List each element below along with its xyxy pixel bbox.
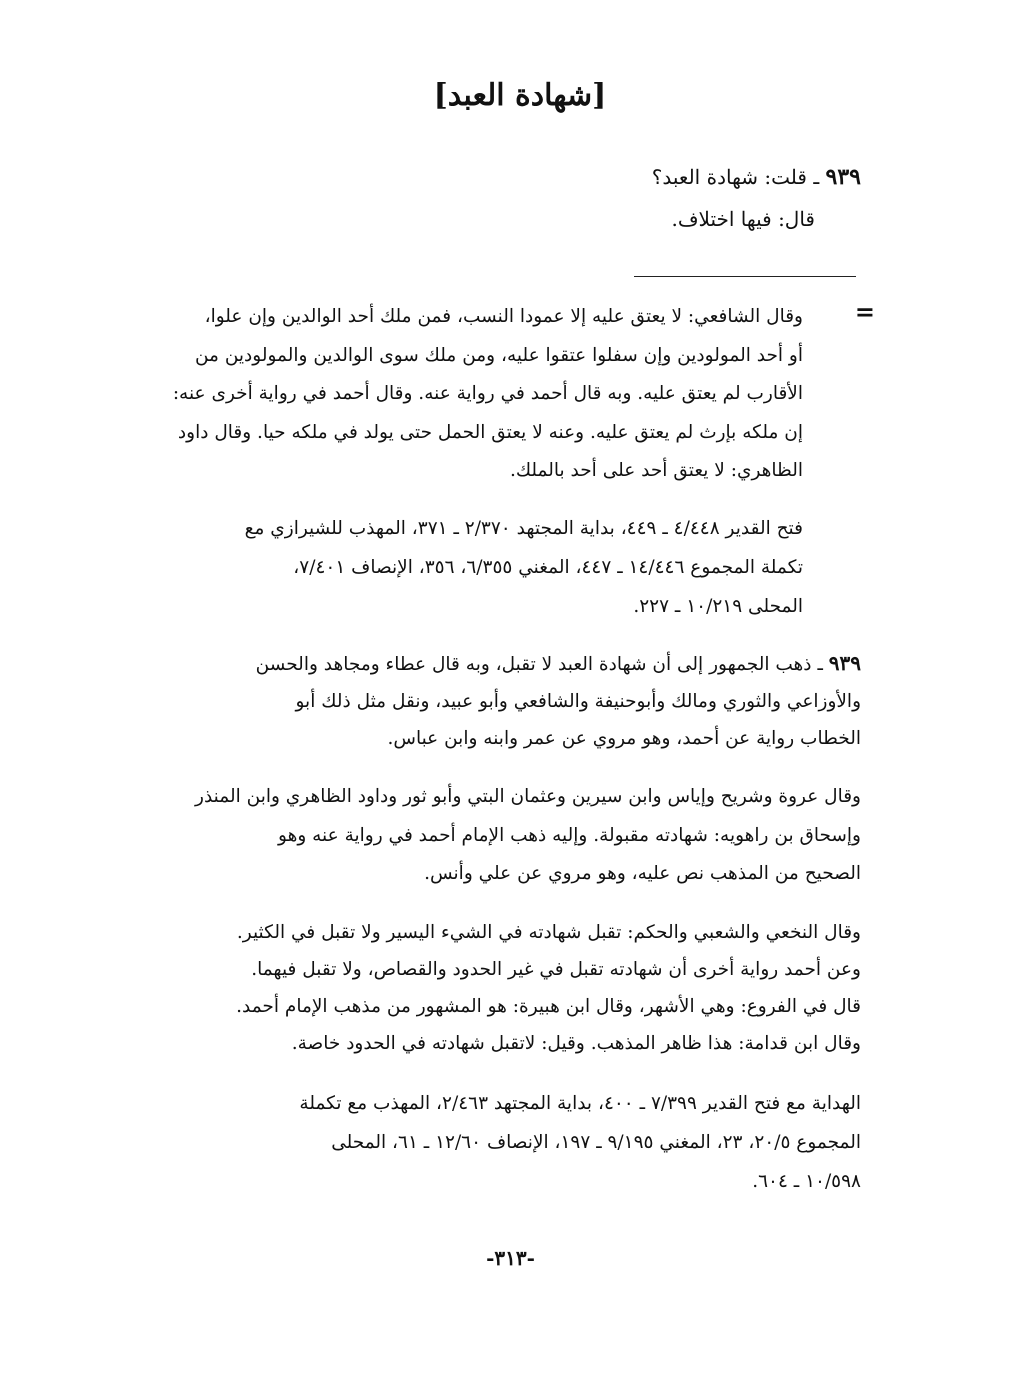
footnote-line: إن ملكه بإرث لم يعتق عليه. وعنه لا يعتق الحمل حتى يولد في ملكه حيا. وقال داود — [177, 421, 803, 443]
commentary-references — [153, 1084, 861, 1201]
question-text: قلت: شهادة العبد؟ — [651, 165, 807, 189]
reference-line: تكملة المجموع ١٤/٤٤٦ ـ ٤٤٧، المغني ٦/٣٥٥، ٣٥٦، الإنصاف ٧/٤٠١، — [293, 557, 803, 578]
commentary-paragraph-1 — [153, 645, 861, 757]
commentary-line: وقال عروة وشريح وإياس وابن سيرين وعثمان البتي وأبو ثور وداود الظاهري وابن المنذر — [195, 786, 861, 807]
reference-line: المجموع ٢٠/٥، ٢٣، المغني ٩/١٩٥ ـ ١٩٧، الإنصاف ١٢/٦٠ ـ ٦١، المحلى — [331, 1132, 861, 1153]
commentary-paragraph-3 — [153, 914, 861, 1062]
footnote-text — [153, 298, 803, 491]
commentary-line: والأوزاعي والثوري ومالك وأبوحنيفة والشافعي وأبو عبيد، ونقل مثل ذلك أبو — [295, 691, 861, 712]
footnote-separator — [634, 276, 856, 277]
reference-line: فتح القدير ٤/٤٤٨ ـ ٤٤٩، بداية المجتهد ٢/٣٧٠ ـ ٣٧١، المهذب للشيرازي مع — [244, 518, 803, 539]
question-dash: ـ — [813, 165, 820, 189]
footnote-line: الأقارب لم يعتق عليه. وبه قال أحمد في رواية عنه. وقال أحمد في رواية أخرى عنه: — [172, 383, 803, 404]
answer-line: قال: فيها اختلاف. — [671, 207, 815, 231]
commentary-line: الصحيح من المذهب نص عليه، وهو مروي عن علي وأنس. — [424, 863, 861, 884]
commentary-dash: ـ — [817, 654, 823, 675]
commentary-line: قال في الفروع: وهي الأشهر، وقال ابن هبيرة: هو المشهور من مذهب الإمام أحمد. — [236, 996, 861, 1017]
question-number: ٩٣٩ — [825, 164, 861, 190]
footnote-references — [153, 509, 803, 626]
section-title: [شهادة العبد] — [433, 78, 607, 113]
reference-line: المحلى ١٠/٢١٩ ـ ٢٢٧. — [633, 596, 803, 617]
footnote-line: أو أحد المولودين وإن سفلوا عتقوا عليه، ومن ملك سوى الوالدين والمولودين من — [194, 344, 803, 366]
commentary-line — [153, 645, 861, 683]
reference-line: الهداية مع فتح القدير ٧/٣٩٩ ـ ٤٠٠، بداية المجتهد ٢/٤٦٣، المهذب مع تكملة — [299, 1093, 861, 1114]
footnote-line: وقال الشافعي: لا يعتق عليه إلا عمودا النسب، فمن ملك أحد الوالدين وإن علوا، — [204, 306, 803, 327]
page-number: -٣١٣- — [486, 1246, 535, 1270]
commentary-paragraph-2 — [153, 778, 861, 894]
commentary-number: ٩٣٩ — [828, 651, 861, 675]
commentary-line: وقال النخعي والشعبي والحكم: تقبل شهادته في الشيء اليسير ولا تقبل في الكثير. — [236, 922, 861, 943]
commentary-line: وإسحاق بن راهويه: شهادته مقبولة. وإليه ذهب الإمام أحمد في رواية عنه وهو — [278, 824, 861, 846]
commentary-line: الخطاب رواية عن أحمد، وهو مروي عن عمر وابنه وابن عباس. — [387, 728, 861, 749]
footnote-continuation-mark: = — [854, 297, 875, 326]
commentary-text: ذهب الجمهور إلى أن شهادة العبد لا تقبل، وبه قال عطاء ومجاهد والحسن — [255, 654, 812, 675]
footnote-line: الظاهري: لا يعتق أحد على أحد بالملك. — [509, 460, 803, 481]
reference-line: ١٠/٥٩٨ ـ ٦٠٤. — [752, 1171, 861, 1192]
commentary-line: وعن أحمد رواية أخرى أن شهادته تقبل في غير الحدود والقصاص، ولا تقبل فيهما. — [251, 959, 861, 980]
question-line — [141, 156, 861, 198]
commentary-line: وقال ابن قدامة: هذا ظاهر المذهب. وقيل: لاتقبل شهادته في الحدود خاصة. — [291, 1033, 861, 1054]
